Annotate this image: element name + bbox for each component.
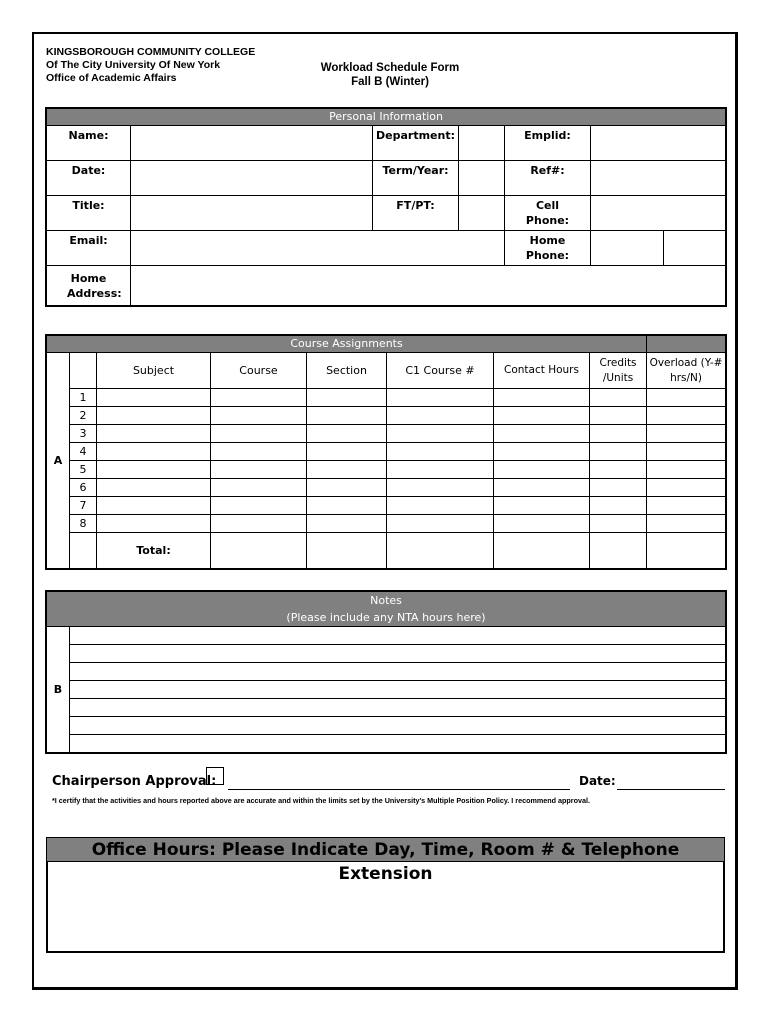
course-assignments-table: [46, 335, 726, 569]
chairperson-approval-label: Chairperson Approval:: [52, 774, 217, 789]
department-field[interactable]: [459, 126, 505, 161]
home-phone-extra[interactable]: [664, 231, 726, 266]
total-credits[interactable]: [590, 533, 647, 569]
row-number: 4: [70, 443, 97, 461]
credits-units-header: Credits /Units: [590, 353, 647, 389]
row-number: 1: [70, 389, 97, 407]
table-row: [47, 497, 726, 515]
email-field[interactable]: [131, 231, 505, 266]
approval-date-line[interactable]: [617, 789, 725, 790]
ft-pt-field[interactable]: [459, 196, 505, 231]
approval-checkbox[interactable]: [206, 767, 224, 785]
form-title: Workload Schedule Form: [320, 62, 460, 74]
university-name: Of The City University Of New York: [46, 59, 221, 71]
personal-info-table: [46, 108, 726, 306]
personal-info-title: Personal Information: [47, 109, 726, 126]
form-title-block: [300, 61, 480, 89]
notes-title: Notes: [47, 592, 726, 610]
overload-header: Overload (Y-# hrs/N): [647, 353, 726, 389]
contact-hours-header: Contact Hours: [494, 353, 590, 389]
notes-subtitle: (Please include any NTA hours here): [47, 609, 726, 627]
certification-statement: *I certify that the activities and hours reported above are accurate and within the limits set by the University's Multiple Position Policy. I recommend approval.: [52, 796, 590, 805]
office-hours-title: Office Hours: Please Indicate Day, Time, Room # & Telephone Extension: [46, 837, 725, 862]
row-number: 2: [70, 407, 97, 425]
total-contact-hours[interactable]: [494, 533, 590, 569]
section-a-label: A: [47, 353, 70, 569]
office-name: Office of Academic Affairs: [46, 72, 177, 84]
email-label: Email:: [47, 231, 131, 266]
table-row: [47, 461, 726, 479]
home-phone-field[interactable]: [591, 231, 664, 266]
emplid-label: Emplid:: [505, 126, 591, 161]
title-field[interactable]: [131, 196, 373, 231]
table-row: [47, 515, 726, 533]
table-row: [47, 443, 726, 461]
term-year-label: Term/Year:: [373, 161, 459, 196]
table-row: [47, 425, 726, 443]
course-assignments-title-extra: [647, 336, 726, 353]
title-label: Title:: [47, 196, 131, 231]
notes-line[interactable]: [70, 699, 726, 717]
office-hours-field[interactable]: [46, 861, 725, 953]
cell-phone-label: Cell Phone:: [505, 196, 591, 231]
total-c1[interactable]: [387, 533, 494, 569]
notes-line[interactable]: [70, 681, 726, 699]
chairperson-signature-line[interactable]: [228, 789, 570, 790]
name-label: Name:: [47, 126, 131, 161]
ref-label: Ref#:: [505, 161, 591, 196]
course-header: Course: [211, 353, 307, 389]
total-course[interactable]: [211, 533, 307, 569]
notes-line[interactable]: [70, 735, 726, 753]
cell-phone-field[interactable]: [591, 196, 726, 231]
notes-line[interactable]: [70, 717, 726, 735]
ref-field[interactable]: [591, 161, 726, 196]
table-row: [47, 389, 726, 407]
c1-course-header: C1 Course #: [387, 353, 494, 389]
department-label: Department:: [373, 126, 459, 161]
home-address-label: Home Address:: [47, 266, 131, 306]
row-number: 7: [70, 497, 97, 515]
total-overload[interactable]: [647, 533, 726, 569]
approval-date-label: Date:: [579, 774, 616, 788]
subject-header: Subject: [97, 353, 211, 389]
emplid-field[interactable]: [591, 126, 726, 161]
course-assignments-title: Course Assignments: [47, 336, 647, 353]
college-header: [46, 46, 255, 85]
row-number: 3: [70, 425, 97, 443]
total-section[interactable]: [307, 533, 387, 569]
row-number: 6: [70, 479, 97, 497]
name-field[interactable]: [131, 126, 373, 161]
row-number-header: [70, 353, 97, 389]
section-b-label: B: [47, 627, 70, 753]
notes-line[interactable]: [70, 663, 726, 681]
ft-pt-label: FT/PT:: [373, 196, 459, 231]
table-row: [47, 407, 726, 425]
notes-line[interactable]: [70, 627, 726, 645]
home-address-field[interactable]: [131, 266, 726, 306]
total-row: [47, 533, 726, 569]
term-year-field[interactable]: [459, 161, 505, 196]
form-subtitle: Fall B (Winter): [351, 76, 429, 88]
notes-table: [46, 591, 726, 753]
total-label: Total:: [97, 533, 211, 569]
date-label: Date:: [47, 161, 131, 196]
table-row: [47, 479, 726, 497]
section-header: Section: [307, 353, 387, 389]
row-number: 5: [70, 461, 97, 479]
row-number: 8: [70, 515, 97, 533]
college-name: KINGSBOROUGH COMMUNITY COLLEGE: [46, 46, 256, 58]
date-field[interactable]: [131, 161, 373, 196]
home-phone-label: Home Phone:: [505, 231, 591, 266]
notes-line[interactable]: [70, 645, 726, 663]
